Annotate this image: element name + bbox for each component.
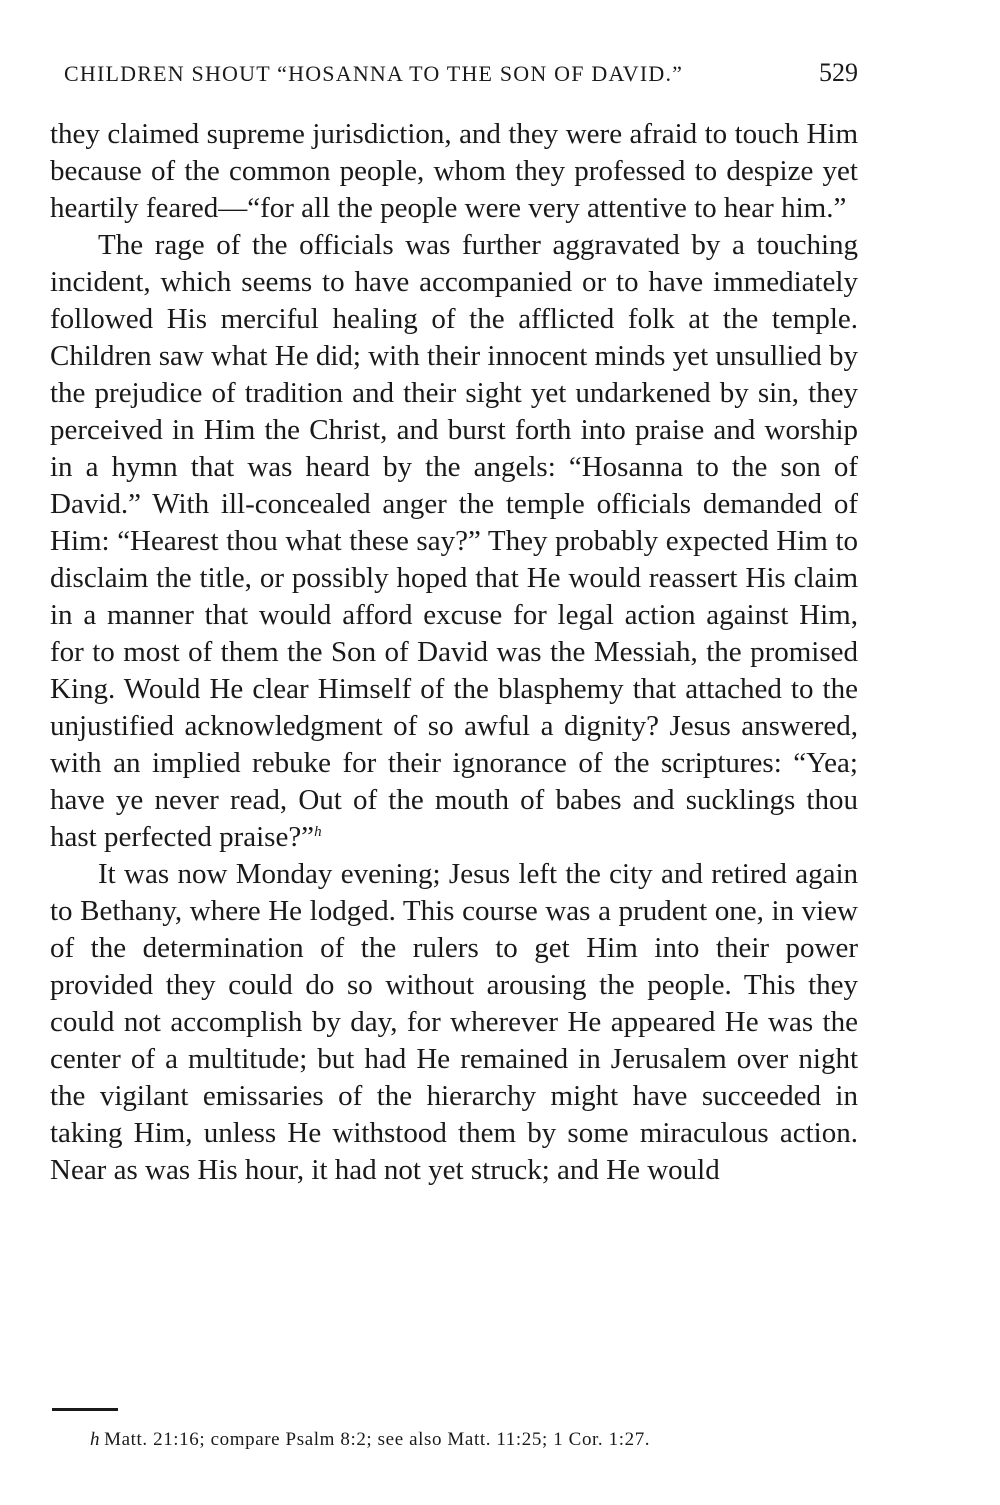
- paragraph: [50, 856, 858, 1189]
- book-page: [50, 0, 858, 1505]
- footnote: [90, 1428, 858, 1452]
- paragraph-text: they claimed supreme jurisdiction, and they were afraid to touch Him because of the common people, whom they professed to despize yet heartily feared—“for all the people were very attentive to hear him.”: [50, 118, 858, 224]
- body-text: [50, 116, 858, 1189]
- paragraph-text: It was now Monday evening; Jesus left the city and retired again to Bethany, where He lodged. This course was a prudent one, in view of the determination of the rulers to get Him into their power provided they could do so without arousing the people. This they could not accomplish by day, for wherever He appeared He was the center of a multitude; but had He remained in Jerusalem over night the vigilant emissaries of the hierarchy might have succeeded in taking Him, unless He withstood them by some miraculous action. Near as was His hour, it had not yet struck; and He would: [50, 858, 858, 1186]
- paragraph: [50, 227, 858, 856]
- paragraph-continued: [50, 116, 858, 227]
- footnote-rule: [52, 1408, 118, 1411]
- page-number: 529: [819, 58, 858, 87]
- running-head-title: CHILDREN SHOUT “HOSANNA TO THE SON OF DAVID.”: [64, 61, 684, 86]
- running-head: [64, 58, 858, 98]
- footnote-marker: h: [90, 1429, 101, 1450]
- footnote-reference: h: [314, 824, 322, 840]
- footnote-text: Matt. 21:16; compare Psalm 8:2; see also Matt. 11:25; 1 Cor. 1:27.: [104, 1429, 651, 1450]
- paragraph-text: The rage of the officials was further aggravated by a touching incident, which seems to have accompanied or to have immediately followed His merciful healing of the afflicted folk at the temple. Children saw what He did; with their innocent minds yet unsullied by the prejudice of tradition and their sight yet undarkened by sin, they perceived in Him the Christ, and burst forth into praise and worship in a hymn that was heard by the angels: “Hosanna to the son of David.” With ill-concealed anger the temple officials demanded of Him: “Hearest thou what these say?” They probably expected Him to disclaim the title, or possibly hoped that He would reassert His claim in a manner that would afford excuse for legal action against Him, for to most of them the Son of David was the Messiah, the promised King. Would He clear Himself of the blasphemy that attached to the unjustified acknowledgment of so awful a dignity? Jesus answered, with an implied rebuke for their ignorance of the scriptures: “Yea; have ye never read, Out of the mouth of babes and sucklings thou hast perfected praise?”: [50, 229, 858, 853]
